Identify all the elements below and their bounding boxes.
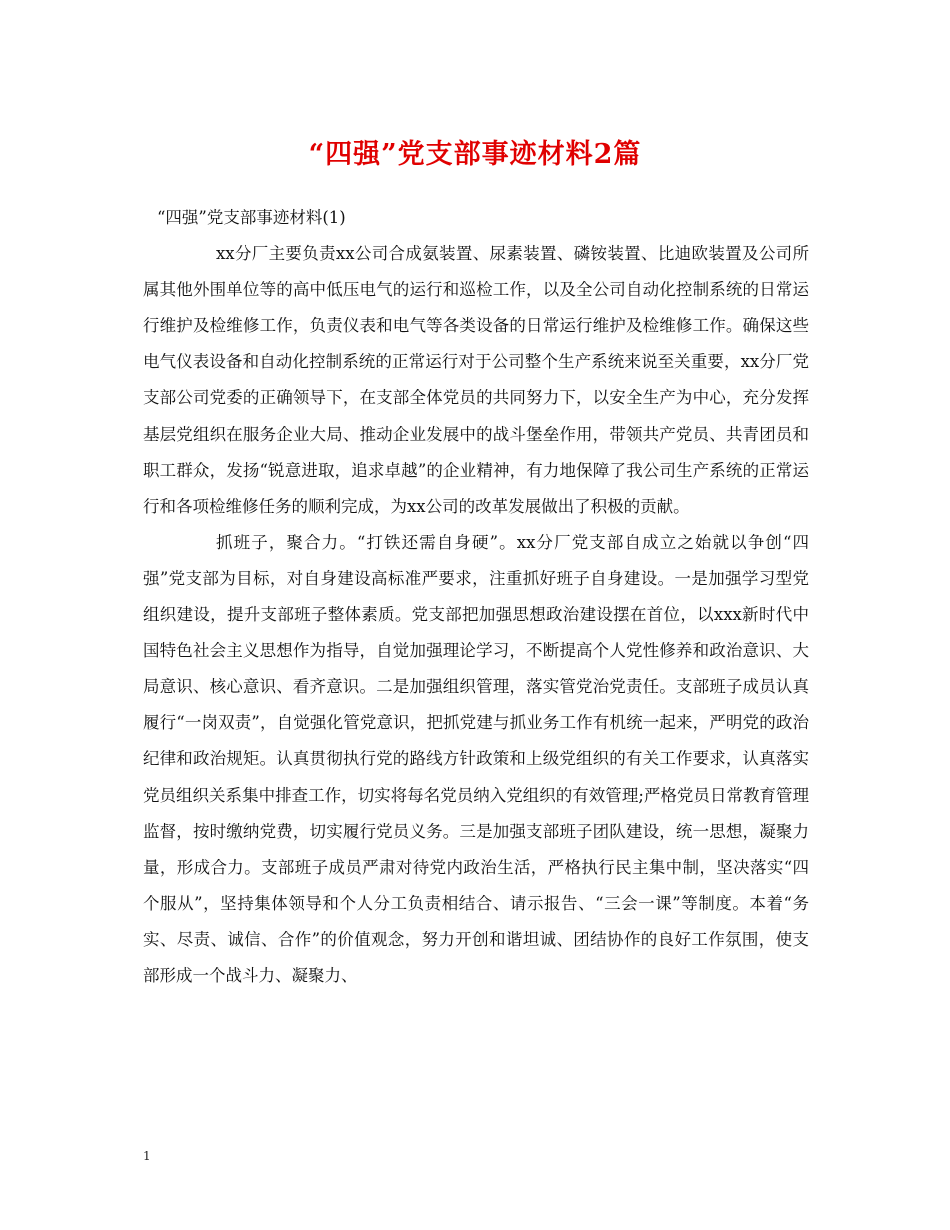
paragraph-1: xx分厂主要负责xx公司合成氨装置、尿素装置、磷铵装置、比迪欧装置及公司所属其他外围单位等的高中低压电气的运行和巡检工作，以及全公司自动化控制系统的日常运行维护及检维修工作，负责仪表和电气等各类设备的日常运行维护及检维修工作。确保这些电气仪表设备和自动化控制系统的正常运行对于公司整个生产系统来说至关重要，xx分厂党支部公司党委的正确领导下，在支部全体党员的共同努力下，以安全生产为中心，充分发挥基层党组织在服务企业大局、推动企业发展中的战斗堡垒作用，带领共产党员、共青团员和职工群众，发扬“锐意进取，追求卓越”的企业精神，有力地保障了我公司生产系统的正常运行和各项检维修任务的顺利完成，为xx公司的改革发展做出了积极的贡献。 bbox=[143, 244, 809, 516]
section-heading: “四强”党支部事迹材料(1) bbox=[157, 208, 346, 227]
document-title: “四强”党支部事迹材料2篇 bbox=[308, 139, 642, 170]
document-body bbox=[143, 200, 809, 994]
paragraph-2: 抓班子，聚合力。“打铁还需自身硬”。xx分厂党支部自成立之始就以争创“四强”党支部为目标，对自身建设高标准严要求，注重抓好班子自身建设。一是加强学习型党组织建设，提升支部班子整体素质。党支部把加强思想政治建设摆在首位，以xxx新时代中国特色社会主义思想作为指导，自觉加强理论学习，不断提高个人党性修养和政治意识、大局意识、核心意识、看齐意识。二是加强组织管理，落实管党治党责任。支部班子成员认真履行“一岗双责”，自觉强化管党意识，把抓党建与抓业务工作有机统一起来，严明党的政治纪律和政治规矩。认真贯彻执行党的路线方针政策和上级党组织的有关工作要求，认真落实党员组织关系集中排查工作，切实将每名党员纳入党组织的有效管理;严格党员日常教育管理监督，按时缴纳党费，切实履行党员义务。三是加强支部班子团队建设，统一思想，凝聚力量，形成合力。支部班子成员严肃对待党内政治生活，严格执行民主集中制，坚决落实“四个服从”，坚持集体领导和个人分工负责相结合、请示报告、“三会一课”等制度。本着“务实、尽责、诚信、合作”的价值观念，努力开创和谐坦诚、团结协作的良好工作氛围，使支部形成一个战斗力、凝聚力、 bbox=[143, 532, 809, 985]
page-number: 1 bbox=[143, 1149, 151, 1163]
